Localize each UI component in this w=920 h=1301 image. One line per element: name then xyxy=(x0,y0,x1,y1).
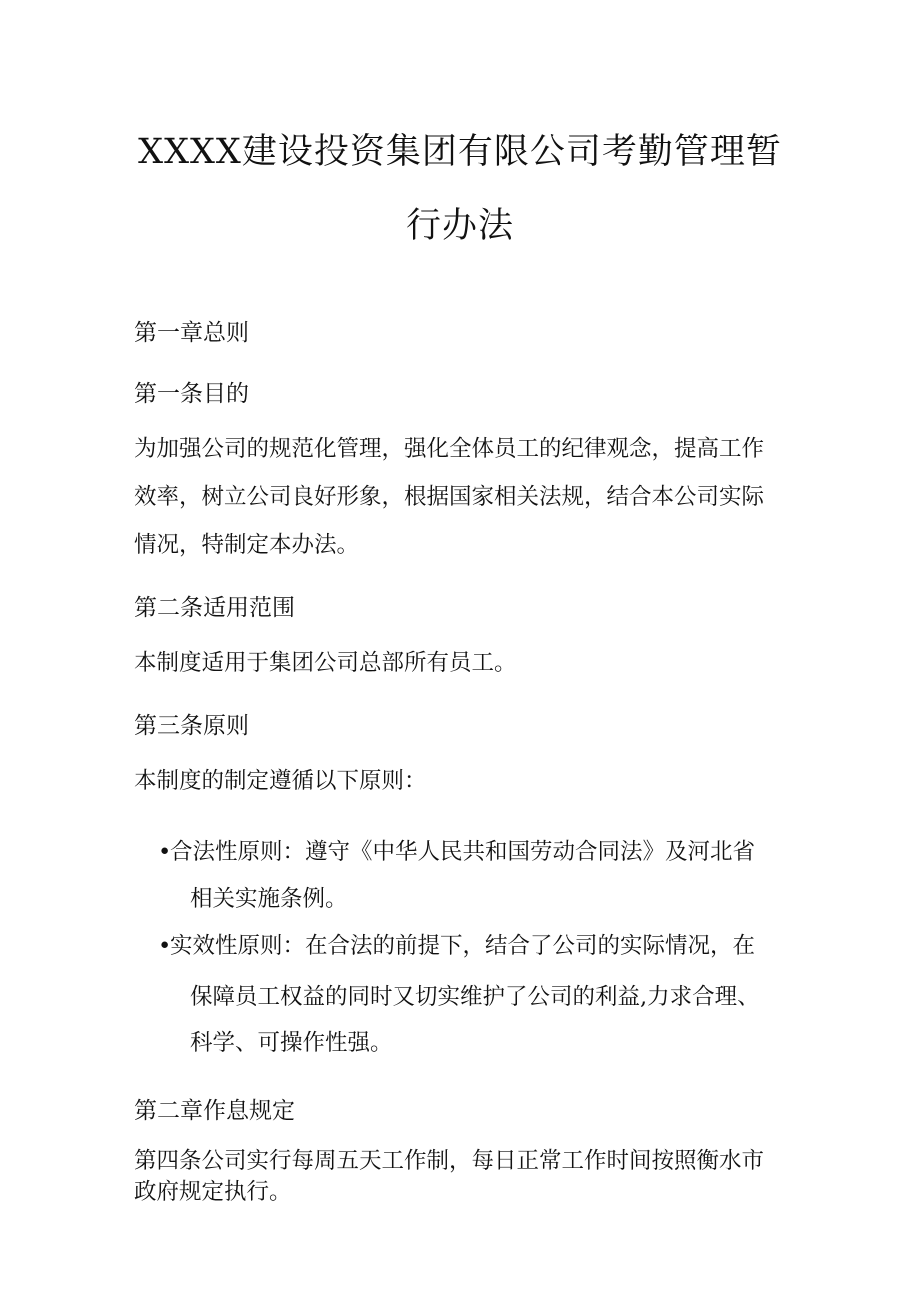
article-4-text-line: 政府规定执行。 xyxy=(134,1179,292,1205)
chapter-1-heading: 第一章总则 xyxy=(134,320,249,346)
article-1-heading: 第一条目的 xyxy=(134,381,249,407)
article-4-text-line: 第四条公司实行每周五天工作制，每日正常工作时间按照衡水市 xyxy=(134,1148,765,1174)
bullet-item-continuation: 保障员工权益的同时又切实维护了公司的利益,力求合理、 xyxy=(190,984,760,1010)
bullet-item xyxy=(158,931,755,961)
bullet-item-text: 实效性原则：在合法的前提下，结合了公司的实际情况，在 xyxy=(170,933,756,959)
document-title-line-1: XXXX建设投资集团有限公司考勤管理暂 xyxy=(138,132,782,172)
article-1-text-line: 为加强公司的规范化管理，强化全体员工的纪律观念，提高工作 xyxy=(134,436,765,462)
bullet-item-text: 合法性原则：遵守《中华人民共和国劳动合同法》及河北省 xyxy=(170,839,756,865)
bullet-item-continuation: 科学、可操作性强。 xyxy=(190,1030,393,1056)
article-2-text-line: 本制度适用于集团公司总部所有员工。 xyxy=(134,650,517,676)
article-1-text-line: 效率，树立公司良好形象，根据国家相关法规，结合本公司实际 xyxy=(134,484,765,510)
chapter-2-heading: 第二章作息规定 xyxy=(134,1098,295,1124)
article-3-intro: 本制度的制定遵循以下原则： xyxy=(134,768,427,794)
article-2-heading: 第二条适用范围 xyxy=(134,595,295,621)
bullet-icon: • xyxy=(158,933,172,959)
article-1-text-line: 情况，特制定本办法。 xyxy=(134,532,360,558)
bullet-item-continuation: 相关实施条例。 xyxy=(190,886,348,912)
bullet-item xyxy=(158,837,755,867)
document-title-line-2: 行办法 xyxy=(405,206,514,246)
article-3-heading: 第三条原则 xyxy=(134,713,249,739)
bullet-icon: • xyxy=(158,839,172,865)
